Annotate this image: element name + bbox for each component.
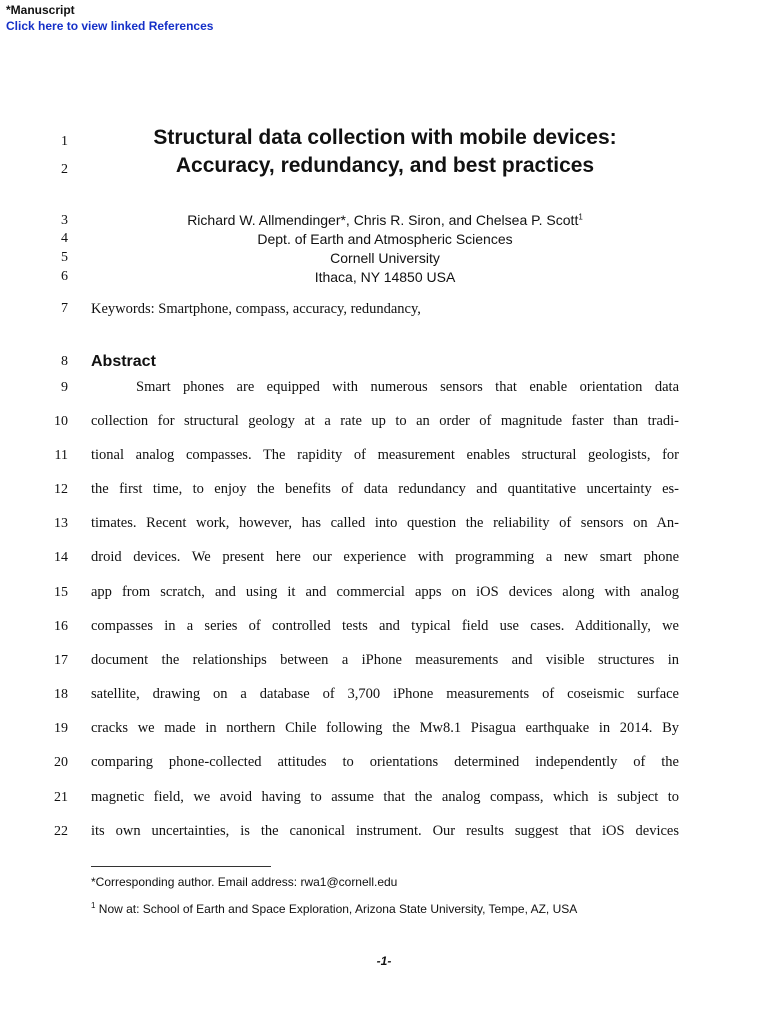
line-number: 19 — [54, 721, 68, 736]
line-number: 2 — [61, 162, 68, 177]
line-number: 12 — [54, 482, 68, 497]
abstract-line: document the relationships between a iPhone measurements and visible structures in — [91, 652, 679, 668]
line-number: 5 — [61, 250, 68, 265]
line-number: 14 — [54, 550, 68, 565]
abstract-line: compasses in a series of controlled tests and typical field use cases. Additionally, we — [91, 618, 679, 634]
affiliation-mark: 1 — [578, 212, 583, 222]
line-number: 7 — [61, 301, 68, 316]
line-number: 15 — [54, 585, 68, 600]
abstract-line: collection for structural geology at a rate up to an order of magnitude faster than tradi- — [91, 413, 679, 429]
footnote-mark: 1 — [91, 901, 96, 910]
department: Dept. of Earth and Atmospheric Sciences — [257, 231, 513, 247]
footnote-divider — [91, 866, 271, 867]
abstract-line: app from scratch, and using it and commercial apps on iOS devices along with analog — [91, 584, 679, 600]
abstract-line: tional analog compasses. The rapidity of measurement enables structural geologists, for — [91, 447, 679, 463]
author-names: Richard W. Allmendinger*, Chris R. Siron, and Chelsea P. Scott — [187, 212, 579, 228]
line-number: 22 — [54, 824, 68, 839]
line-number: 6 — [61, 269, 68, 284]
abstract-line: comparing phone-collected attitudes to orientations determined independently of the — [91, 754, 679, 770]
line-number: 17 — [54, 653, 68, 668]
keywords: Keywords: Smartphone, compass, accuracy, redundancy, — [91, 301, 421, 317]
line-number: 10 — [54, 414, 68, 429]
abstract-line: timates. Recent work, however, has called into question the reliability of sensors on An- — [91, 515, 679, 531]
university: Cornell University — [330, 250, 440, 266]
line-number: 16 — [54, 619, 68, 634]
line-number: 18 — [54, 687, 68, 702]
abstract-line: satellite, drawing on a database of 3,700 iPhone measurements of coseismic surface — [91, 686, 679, 702]
line-number: 1 — [61, 134, 68, 149]
linked-references-link[interactable]: Click here to view linked References — [6, 19, 214, 33]
abstract-line: Smart phones are equipped with numerous sensors that enable orientation data — [136, 379, 679, 395]
manuscript-label: *Manuscript — [6, 3, 75, 17]
abstract-line: its own uncertainties, is the canonical instrument. Our results suggest that iOS devices — [91, 823, 679, 839]
footnote-corresponding-author: *Corresponding author. Email address: rwa1@cornell.edu — [91, 875, 398, 889]
abstract-line: the first time, to enjoy the benefits of data redundancy and quantitative uncertainty es- — [91, 481, 679, 497]
line-number: 4 — [61, 231, 68, 246]
paper-title-line-1: Structural data collection with mobile devices: — [153, 126, 617, 149]
abstract-heading: Abstract — [91, 353, 156, 370]
footnote-now-at: Now at: School of Earth and Space Exploration, Arizona State University, Tempe, AZ, USA — [95, 902, 578, 916]
footnote-affiliation — [91, 902, 577, 916]
author-list — [90, 212, 680, 228]
line-number: 8 — [61, 354, 68, 369]
address: Ithaca, NY 14850 USA — [314, 269, 456, 285]
line-number: 11 — [54, 448, 68, 463]
line-number: 21 — [54, 790, 68, 805]
line-number: 20 — [54, 755, 68, 770]
abstract-line: magnetic field, we avoid having to assume that the analog compass, which is subject to — [91, 789, 679, 805]
abstract-line: droid devices. We present here our experience with programming a new smart phone — [91, 549, 679, 565]
line-number: 9 — [61, 380, 68, 395]
abstract-line: cracks we made in northern Chile following the Mw8.1 Pisagua earthquake in 2014. By — [91, 720, 679, 736]
line-number: 3 — [61, 213, 68, 228]
line-number: 13 — [54, 516, 68, 531]
paper-title-line-2: Accuracy, redundancy, and best practices — [175, 154, 595, 177]
page-number: -1- — [376, 954, 392, 968]
